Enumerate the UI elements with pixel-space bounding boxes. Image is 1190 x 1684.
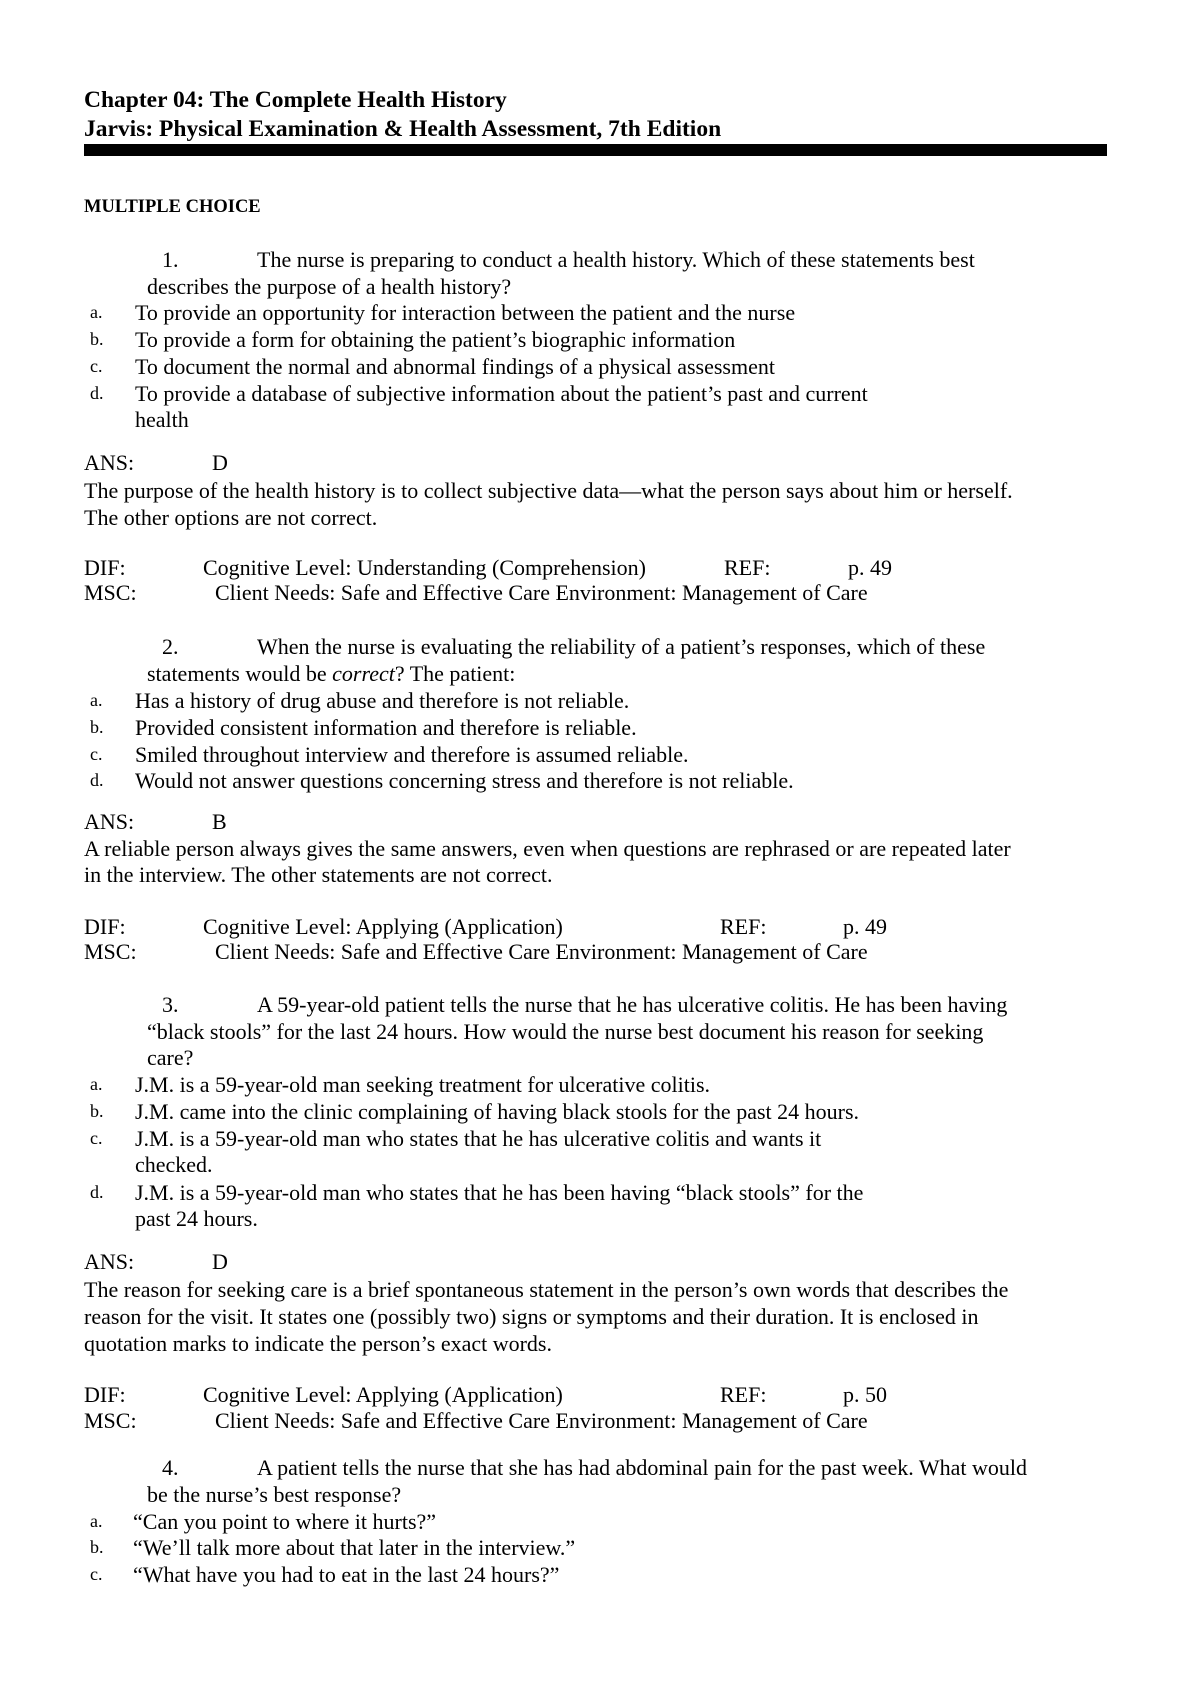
option-c: To document the normal and abnormal findings of a physical assessment [135,354,775,379]
msc-value: Client Needs: Safe and Effective Care Environment: Management of Care [215,580,868,605]
rationale-line: reason for the visit. It states one (possibly two) signs or symptoms and their duration. It is enclosed in [84,1304,979,1329]
option-letter: a. [90,1074,103,1094]
chapter-title: Chapter 04: The Complete Health History [84,87,507,113]
ref-label: REF: [720,914,767,939]
answer-value: D [212,450,228,475]
option-letter: b. [90,1537,104,1557]
header-rule [84,144,1107,156]
option-b: Provided consistent information and therefore is reliable. [135,715,637,740]
option-letter: a. [90,1511,103,1531]
option-letter: c. [90,744,103,764]
question-stem: When the nurse is evaluating the reliability of a patient’s responses, which of these [257,634,986,659]
rationale-line: The purpose of the health history is to collect subjective data—what the person says about him or herself. [84,478,1013,503]
option-c: Smiled throughout interview and therefore is assumed reliable. [135,742,689,767]
rationale-line: A reliable person always gives the same answers, even when questions are rephrased or are repeated later [84,836,1011,861]
msc-label: MSC: [84,939,137,964]
answer-label: ANS: [84,1249,135,1274]
option-letter: a. [90,690,103,710]
option-c: J.M. is a 59-year-old man who states that he has ulcerative colitis and wants it [135,1126,822,1151]
option-letter: c. [90,1128,103,1148]
option-a: To provide an opportunity for interaction between the patient and the nurse [135,300,796,325]
question-stem: The nurse is preparing to conduct a health history. Which of these statements best [257,247,975,272]
question-number: 4. [162,1455,179,1480]
rationale-line: The other options are not correct. [84,505,378,530]
option-letter: c. [90,356,103,376]
section-heading: MULTIPLE CHOICE [84,197,261,217]
option-b: To provide a form for obtaining the patient’s biographic information [135,327,736,352]
question-stem: A patient tells the nurse that she has had abdominal pain for the past week. What would [257,1455,1028,1480]
option-letter: a. [90,302,103,322]
option-letter: b. [90,329,104,349]
ref-value: p. 49 [843,914,887,939]
stem-text: ? The patient: [394,661,516,686]
option-letter: b. [90,1101,104,1121]
option-c: “What have you had to eat in the last 24 hours?” [133,1562,560,1587]
option-letter: d. [90,1182,104,1202]
option-a: Has a history of drug abuse and therefore is not reliable. [135,688,630,713]
option-a: J.M. is a 59-year-old man seeking treatment for ulcerative colitis. [135,1072,711,1097]
dif-label: DIF: [84,914,126,939]
option-letter: b. [90,717,104,737]
option-d-cont: past 24 hours. [135,1206,258,1231]
msc-label: MSC: [84,1408,137,1433]
msc-label: MSC: [84,580,137,605]
question-number: 2. [162,634,179,659]
option-d: J.M. is a 59-year-old man who states that he has been having “black stools” for the [135,1180,864,1205]
option-a: “Can you point to where it hurts?” [133,1509,437,1534]
question-stem-cont: “black stools” for the last 24 hours. How would the nurse best document his reason for seeking [147,1019,984,1044]
ref-value: p. 50 [843,1382,887,1407]
stem-text: statements would be [147,661,333,686]
option-b: “We’ll talk more about that later in the interview.” [133,1535,576,1560]
msc-value: Client Needs: Safe and Effective Care Environment: Management of Care [215,1408,868,1433]
question-stem-cont: care? [147,1045,194,1070]
stem-emphasis: correct [332,661,395,686]
question-number: 1. [162,247,179,272]
option-d: Would not answer questions concerning stress and therefore is not reliable. [135,768,794,793]
answer-label: ANS: [84,450,135,475]
dif-value: Cognitive Level: Applying (Application) [203,1382,563,1407]
option-d-cont: health [135,407,189,432]
option-c-cont: checked. [135,1152,213,1177]
option-d: To provide a database of subjective information about the patient’s past and current [135,381,868,406]
option-b: J.M. came into the clinic complaining of having black stools for the past 24 hours. [135,1099,860,1124]
dif-label: DIF: [84,555,126,580]
dif-label: DIF: [84,1382,126,1407]
question-number: 3. [162,992,179,1017]
msc-value: Client Needs: Safe and Effective Care Environment: Management of Care [215,939,868,964]
rationale-line: The reason for seeking care is a brief spontaneous statement in the person’s own words that describes the [84,1277,1009,1302]
ref-label: REF: [720,1382,767,1407]
question-stem-cont: describes the purpose of a health history? [147,274,512,299]
question-stem-cont [147,663,515,685]
answer-value: B [212,809,227,834]
answer-value: D [212,1249,228,1274]
question-stem-cont: be the nurse’s best response? [147,1482,402,1507]
rationale-line: in the interview. The other statements are not correct. [84,862,553,887]
option-letter: d. [90,383,104,403]
option-letter: d. [90,770,104,790]
ref-value: p. 49 [848,555,892,580]
book-title: Jarvis: Physical Examination & Health Assessment, 7th Edition [84,116,722,142]
option-letter: c. [90,1564,103,1584]
dif-value: Cognitive Level: Understanding (Comprehension) [203,555,646,580]
ref-label: REF: [724,555,771,580]
rationale-line: quotation marks to indicate the person’s exact words. [84,1331,552,1356]
dif-value: Cognitive Level: Applying (Application) [203,914,563,939]
answer-label: ANS: [84,809,135,834]
question-stem: A 59-year-old patient tells the nurse that he has ulcerative colitis. He has been having [257,992,1008,1017]
